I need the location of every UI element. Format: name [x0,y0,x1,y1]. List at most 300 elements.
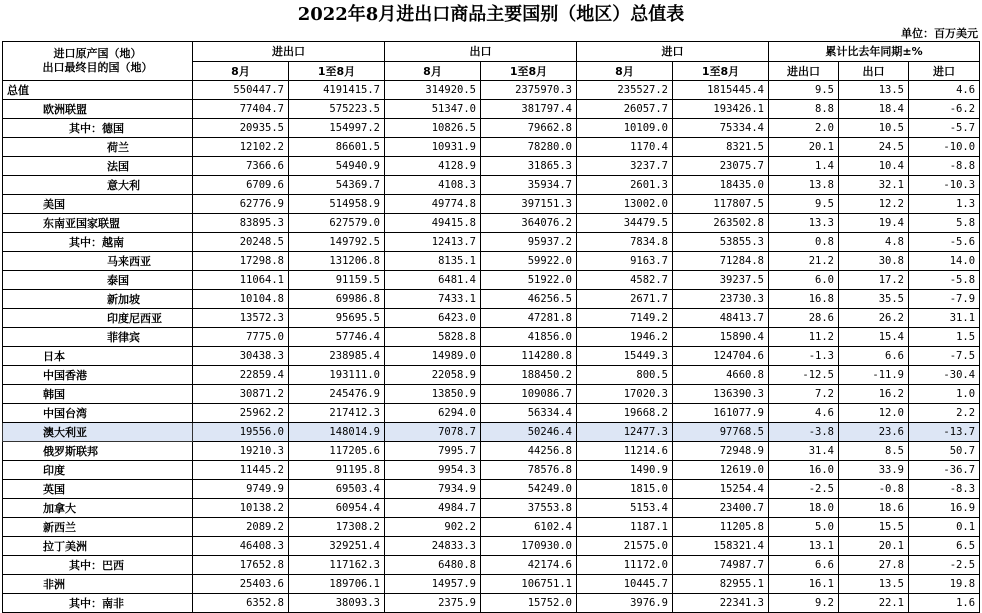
cell-value: 7078.7 [385,423,481,442]
cell-value: 57746.4 [289,328,385,347]
cell-value: 30438.3 [193,347,289,366]
origin-label-export: 出口最终目的国（地） [42,61,153,74]
cell-value: 54249.0 [481,480,577,499]
cell-value: 44256.8 [481,442,577,461]
sub-header: 进出口 [769,62,839,81]
cell-value: 13572.3 [193,309,289,328]
group-header-total: 进出口 [193,42,385,62]
cell-value: 78576.8 [481,461,577,480]
cell-value: 12477.3 [577,423,673,442]
cell-value: -12.5 [769,366,839,385]
cell-value: 18.6 [839,499,909,518]
cell-value: 9.5 [769,81,839,100]
cell-value: 15.4 [839,328,909,347]
cell-value: 25962.2 [193,404,289,423]
cell-value: 69503.4 [289,480,385,499]
row-label: 中国香港 [3,366,193,385]
cell-value: 9749.9 [193,480,289,499]
cell-value: 6.6 [839,347,909,366]
row-label: 菲律宾 [3,328,193,347]
cell-value: 46408.3 [193,537,289,556]
row-label: 欧洲联盟 [3,100,193,119]
cell-value: 4.8 [839,233,909,252]
cell-value: 188450.2 [481,366,577,385]
cell-value: 575223.5 [289,100,385,119]
cell-value: 13850.9 [385,385,481,404]
cell-value: 1815.0 [577,480,673,499]
cell-value: 49415.8 [385,214,481,233]
cell-value: 3237.7 [577,157,673,176]
cell-value: 21575.0 [577,537,673,556]
cell-value: 17652.8 [193,556,289,575]
table-row [3,385,980,404]
cell-value: -30.4 [909,366,980,385]
cell-value: 39237.5 [673,271,769,290]
cell-value: 10138.2 [193,499,289,518]
cell-value: 7.2 [769,385,839,404]
cell-value: 34479.5 [577,214,673,233]
cell-value: 13002.0 [577,195,673,214]
cell-value: 4582.7 [577,271,673,290]
table-row [3,214,980,233]
cell-value: 54940.9 [289,157,385,176]
cell-value: 14957.9 [385,575,481,594]
cell-value: 4128.9 [385,157,481,176]
cell-value: -0.8 [839,480,909,499]
cell-value: 1.4 [769,157,839,176]
cell-value: 13.8 [769,176,839,195]
table-row [3,347,980,366]
cell-value: 30871.2 [193,385,289,404]
cell-value: 26.2 [839,309,909,328]
cell-value: 47281.8 [481,309,577,328]
sub-header: 1至8月 [289,62,385,81]
cell-value: 4984.7 [385,499,481,518]
sub-header: 进口 [909,62,980,81]
cell-value: -36.7 [909,461,980,480]
cell-value: 20.1 [839,537,909,556]
cell-value: 1.6 [909,594,980,613]
cell-value: 154997.2 [289,119,385,138]
cell-value: 50.7 [909,442,980,461]
row-label: 日本 [3,347,193,366]
row-label: 东南亚国家联盟 [3,214,193,233]
cell-value: -7.9 [909,290,980,309]
cell-value: -2.5 [909,556,980,575]
table-row [3,328,980,347]
cell-value: 106751.1 [481,575,577,594]
cell-value: 7149.2 [577,309,673,328]
cell-value: 12102.2 [193,138,289,157]
cell-value: 28.6 [769,309,839,328]
cell-value: 37553.8 [481,499,577,518]
table-row [3,366,980,385]
table-row [3,423,980,442]
cell-value: 381797.4 [481,100,577,119]
cell-value: 95937.2 [481,233,577,252]
table-row [3,271,980,290]
row-label: 澳大利亚 [3,423,193,442]
cell-value: 6481.4 [385,271,481,290]
cell-value: 3976.9 [577,594,673,613]
cell-value: 50246.4 [481,423,577,442]
cell-value: 6.5 [909,537,980,556]
cell-value: 9.5 [769,195,839,214]
cell-value: 21.2 [769,252,839,271]
cell-value: 1.3 [909,195,980,214]
cell-value: 82955.1 [673,575,769,594]
cell-value: 79662.8 [481,119,577,138]
cell-value: 13.5 [839,575,909,594]
cell-value: 19.8 [909,575,980,594]
row-label: 新加坡 [3,290,193,309]
cell-value: 60954.4 [289,499,385,518]
cell-value: 7775.0 [193,328,289,347]
cell-value: 627579.0 [289,214,385,233]
cell-value: -10.0 [909,138,980,157]
cell-value: 72948.9 [673,442,769,461]
row-label: 总值 [3,81,193,100]
cell-value: 16.1 [769,575,839,594]
cell-value: 16.8 [769,290,839,309]
cell-value: 8321.5 [673,138,769,157]
cell-value: 42174.6 [481,556,577,575]
cell-value: 11064.1 [193,271,289,290]
cell-value: 11172.0 [577,556,673,575]
cell-value: 71284.8 [673,252,769,271]
cell-value: 86601.5 [289,138,385,157]
cell-value: 51347.0 [385,100,481,119]
table-row [3,499,980,518]
cell-value: 19210.3 [193,442,289,461]
cell-value: 314920.5 [385,81,481,100]
cell-value: 35.5 [839,290,909,309]
cell-value: 62776.9 [193,195,289,214]
cell-value: 5828.8 [385,328,481,347]
cell-value: 13.5 [839,81,909,100]
cell-value: 1.0 [909,385,980,404]
cell-value: -13.7 [909,423,980,442]
cell-value: -7.5 [909,347,980,366]
cell-value: 53855.3 [673,233,769,252]
cell-value: 6.0 [769,271,839,290]
cell-value: 550447.7 [193,81,289,100]
row-label: 其中：德国 [3,119,193,138]
cell-value: 30.8 [839,252,909,271]
row-label: 马来西亚 [3,252,193,271]
row-label: 俄罗斯联邦 [3,442,193,461]
cell-value: 8135.1 [385,252,481,271]
table-row [3,594,980,613]
cell-value: 10104.8 [193,290,289,309]
cell-value: 12413.7 [385,233,481,252]
cell-value: 23400.7 [673,499,769,518]
row-label: 法国 [3,157,193,176]
cell-value: -1.3 [769,347,839,366]
cell-value: 22341.3 [673,594,769,613]
cell-value: 117205.6 [289,442,385,461]
cell-value: -5.6 [909,233,980,252]
sub-header: 1至8月 [481,62,577,81]
table-row [3,480,980,499]
unit-label: 单位：百万美元 [901,27,978,40]
cell-value: 9954.3 [385,461,481,480]
table-row [3,290,980,309]
cell-value: 193426.1 [673,100,769,119]
table-row [3,575,980,594]
cell-value: 49774.8 [385,195,481,214]
cell-value: 189706.1 [289,575,385,594]
row-label: 意大利 [3,176,193,195]
sub-header: 1至8月 [673,62,769,81]
cell-value: -8.3 [909,480,980,499]
cell-value: 5153.4 [577,499,673,518]
cell-value: 10.5 [839,119,909,138]
cell-value: 1187.1 [577,518,673,537]
cell-value: 109086.7 [481,385,577,404]
cell-value: 31.1 [909,309,980,328]
cell-value: 13.1 [769,537,839,556]
cell-value: 6423.0 [385,309,481,328]
cell-value: 17.2 [839,271,909,290]
cell-value: 11445.2 [193,461,289,480]
cell-value: -3.8 [769,423,839,442]
cell-value: 8.8 [769,100,839,119]
cell-value: 8.5 [839,442,909,461]
row-label: 英国 [3,480,193,499]
cell-value: 0.8 [769,233,839,252]
cell-value: 131206.8 [289,252,385,271]
cell-value: 2601.3 [577,176,673,195]
cell-value: 91159.5 [289,271,385,290]
cell-value: 12619.0 [673,461,769,480]
cell-value: 12.0 [839,404,909,423]
cell-value: 97768.5 [673,423,769,442]
cell-value: 10445.7 [577,575,673,594]
cell-value: 27.8 [839,556,909,575]
group-header-growth: 累计比去年同期±% [769,42,980,62]
cell-value: 77404.7 [193,100,289,119]
cell-value: 22859.4 [193,366,289,385]
group-header-export: 出口 [385,42,577,62]
group-header-import: 进口 [577,42,769,62]
cell-value: 136390.3 [673,385,769,404]
cell-value: 7834.8 [577,233,673,252]
cell-value: 19.4 [839,214,909,233]
cell-value: 364076.2 [481,214,577,233]
table-row [3,157,980,176]
cell-value: 6709.6 [193,176,289,195]
cell-value: 11214.6 [577,442,673,461]
table-row [3,81,980,100]
cell-value: 54369.7 [289,176,385,195]
cell-value: 18435.0 [673,176,769,195]
cell-value: 1.5 [909,328,980,347]
cell-value: 2375.9 [385,594,481,613]
cell-value: 193111.0 [289,366,385,385]
cell-value: 217412.3 [289,404,385,423]
cell-value: 32.1 [839,176,909,195]
cell-value: 2.2 [909,404,980,423]
cell-value: 161077.9 [673,404,769,423]
cell-value: 170930.0 [481,537,577,556]
cell-value: 91195.8 [289,461,385,480]
table-row [3,461,980,480]
cell-value: 1490.9 [577,461,673,480]
cell-value: 38093.3 [289,594,385,613]
cell-value: 9.2 [769,594,839,613]
cell-value: 75334.4 [673,119,769,138]
row-label: 美国 [3,195,193,214]
cell-value: 17308.2 [289,518,385,537]
cell-value: 83895.3 [193,214,289,233]
table-row [3,556,980,575]
cell-value: 11.2 [769,328,839,347]
cell-value: 6102.4 [481,518,577,537]
cell-value: 24.5 [839,138,909,157]
cell-value: 4108.3 [385,176,481,195]
cell-value: 26057.7 [577,100,673,119]
origin-label-import: 进口原产国（地） [53,47,142,60]
cell-value: -2.5 [769,480,839,499]
row-label: 印度 [3,461,193,480]
cell-value: 7995.7 [385,442,481,461]
row-label: 其中：巴西 [3,556,193,575]
cell-value: 13.3 [769,214,839,233]
cell-value: 48413.7 [673,309,769,328]
cell-value: 4.6 [769,404,839,423]
cell-value: 33.9 [839,461,909,480]
cell-value: 78280.0 [481,138,577,157]
cell-value: 24833.3 [385,537,481,556]
cell-value: 18.0 [769,499,839,518]
table-row [3,176,980,195]
cell-value: 17020.3 [577,385,673,404]
cell-value: 4660.8 [673,366,769,385]
cell-value: 238985.4 [289,347,385,366]
cell-value: 114280.8 [481,347,577,366]
cell-value: 124704.6 [673,347,769,366]
row-label: 拉丁美洲 [3,537,193,556]
cell-value: 51922.0 [481,271,577,290]
cell-value: 1815445.4 [673,81,769,100]
cell-value: 6352.8 [193,594,289,613]
cell-value: 10826.5 [385,119,481,138]
cell-value: 16.0 [769,461,839,480]
cell-value: 149792.5 [289,233,385,252]
cell-value: 6.6 [769,556,839,575]
cell-value: 11205.8 [673,518,769,537]
cell-value: 10.4 [839,157,909,176]
cell-value: 263502.8 [673,214,769,233]
cell-value: 20.1 [769,138,839,157]
cell-value: -8.8 [909,157,980,176]
origin-header [3,42,193,81]
table-row [3,252,980,271]
cell-value: 2089.2 [193,518,289,537]
cell-value: 1170.4 [577,138,673,157]
sub-header: 8月 [577,62,673,81]
table-row [3,100,980,119]
cell-value: 245476.9 [289,385,385,404]
cell-value: 4.6 [909,81,980,100]
cell-value: 0.1 [909,518,980,537]
cell-value: 20935.5 [193,119,289,138]
cell-value: 23.6 [839,423,909,442]
row-label: 中国台湾 [3,404,193,423]
cell-value: 235527.2 [577,81,673,100]
table-row [3,119,980,138]
cell-value: 16.9 [909,499,980,518]
row-label: 其中：越南 [3,233,193,252]
cell-value: 95695.5 [289,309,385,328]
table-row [3,404,980,423]
cell-value: 5.0 [769,518,839,537]
cell-value: 25403.6 [193,575,289,594]
cell-value: 22058.9 [385,366,481,385]
cell-value: 16.2 [839,385,909,404]
row-label: 其中：南非 [3,594,193,613]
cell-value: 31865.3 [481,157,577,176]
cell-value: 7433.1 [385,290,481,309]
cell-value: 4191415.7 [289,81,385,100]
cell-value: 10931.9 [385,138,481,157]
cell-value: -6.2 [909,100,980,119]
cell-value: 19668.2 [577,404,673,423]
cell-value: 397151.3 [481,195,577,214]
cell-value: 15449.3 [577,347,673,366]
cell-value: 2671.7 [577,290,673,309]
cell-value: 20248.5 [193,233,289,252]
cell-value: 158321.4 [673,537,769,556]
cell-value: 59922.0 [481,252,577,271]
table-title: 2022年8月进出口商品主要国别（地区）总值表 [297,4,685,25]
row-label: 印度尼西亚 [3,309,193,328]
cell-value: 2.0 [769,119,839,138]
row-label: 荷兰 [3,138,193,157]
cell-value: 9163.7 [577,252,673,271]
cell-value: 15254.4 [673,480,769,499]
cell-value: 15752.0 [481,594,577,613]
cell-value: -5.7 [909,119,980,138]
cell-value: 329251.4 [289,537,385,556]
cell-value: 117162.3 [289,556,385,575]
cell-value: 56334.4 [481,404,577,423]
cell-value: 514958.9 [289,195,385,214]
sub-header: 8月 [193,62,289,81]
cell-value: 14989.0 [385,347,481,366]
cell-value: 902.2 [385,518,481,537]
sub-header: 8月 [385,62,481,81]
row-label: 非洲 [3,575,193,594]
row-label: 新西兰 [3,518,193,537]
table-row [3,442,980,461]
table-row [3,518,980,537]
cell-value: 5.8 [909,214,980,233]
cell-value: 19556.0 [193,423,289,442]
table-row [3,309,980,328]
cell-value: 17298.8 [193,252,289,271]
sub-header: 出口 [839,62,909,81]
trade-table [2,41,980,613]
table-row [3,195,980,214]
cell-value: -5.8 [909,271,980,290]
cell-value: 800.5 [577,366,673,385]
cell-value: 10109.0 [577,119,673,138]
cell-value: 2375970.3 [481,81,577,100]
cell-value: -10.3 [909,176,980,195]
cell-value: 1946.2 [577,328,673,347]
